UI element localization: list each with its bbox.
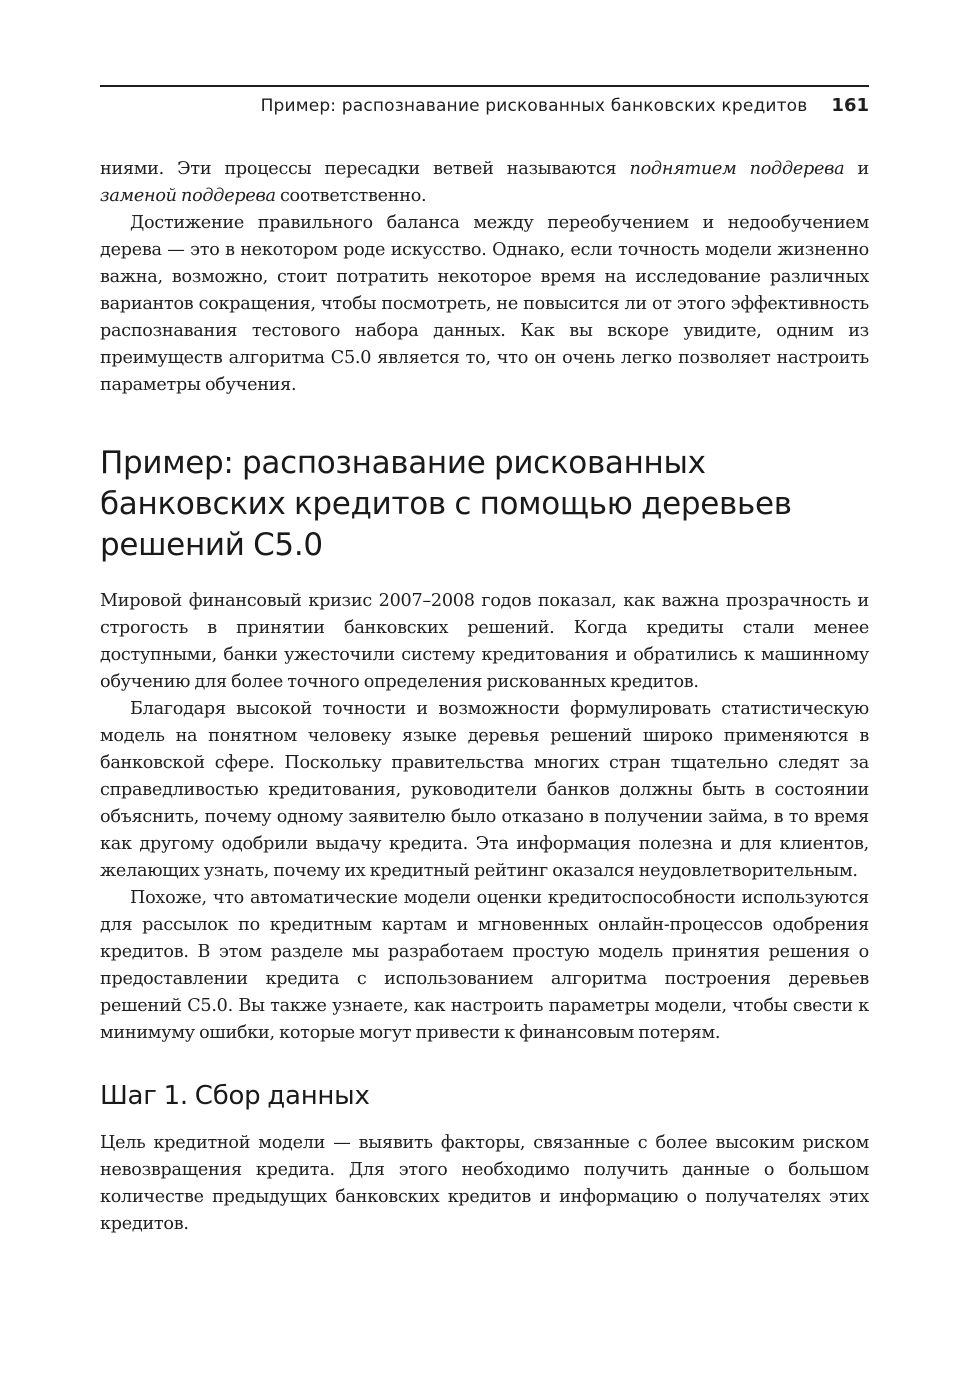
page-number: 161 [831, 95, 869, 116]
page-body [100, 156, 869, 1238]
section-paragraph-3: Похоже, что автоматические модели оценки кредитоспособности используются для рассылок по кредитным картам и мгновенных онлайн-процессов одобрения кредитов. В этом разделе мы разработаем простую модель принятия решения о предоставлении кредита с использованием алгоритма построения деревьев решений C5.0. Вы также узнаете, как настроить параметры модели, чтобы свести к минимуму ошибки, которые могут привести к финансовым потерям. [100, 888, 869, 1043]
term-subtree-raising: поднятием поддерева [629, 159, 845, 179]
running-title: Пример: распознавание рискованных банковских кредитов [260, 96, 808, 116]
step1-paragraph-1: Цель кредитной модели — выявить факторы, связанные с более высоким риском невозвращения кредита. Для этого необходимо получить данные о большом количестве предыдущих банковских кредитов и информацию о получателях этих кредитов. [100, 1133, 869, 1234]
section-paragraph-1: Мировой финансовый кризис 2007–2008 годов показал, как важна прозрачность и строгость в принятии банковских решений. Когда кредиты стали менее доступными, банки ужесточили систему кредитования и обратились к машинному обучению для более точного определения рискованных кредитов. [100, 591, 869, 692]
term-subtree-replacement: заменой поддерева [100, 186, 276, 206]
intro-paragraph-2: Достижение правильного баланса между переобучением и недообучением дерева — это в некотором роде искусство. Однако, если точность модели жизненно важна, возможно, стоит потратить некоторое время на исследование различных вариантов сокращения, чтобы посмотреть, не повысится ли от этого эффективность распознавания тестового набора данных. Как вы вскоре увидите, одним из преимуществ алгоритма C5.0 является то, что он очень легко позволяет настроить параметры обучения. [100, 213, 869, 395]
section-heading: Пример: распознавание рискованных банковских кредитов с помощью деревьев решений C5.0 [100, 445, 792, 563]
running-header [100, 85, 869, 116]
step1-heading: Шаг 1. Сбор данных [100, 1081, 370, 1111]
intro-p1-text: ниями. Эти процессы пересадки ветвей называются [100, 159, 630, 179]
intro-p1-tail: соответственно. [275, 186, 427, 206]
section-paragraph-2: Благодаря высокой точности и возможности формулировать статистическую модель на понятном человеку языке деревья решений широко применяются в банковской сфере. Поскольку правительства многих стран тщательно следят за справедливостью кредитования, руководители банков должны быть в состоянии объяснить, почему одному заявителю было отказано в получении займа, в то время как другому одобрили выдачу кредита. Эта информация полезна и для клиентов, желающих узнать, почему их кредитный рейтинг оказался неудовлетворительным. [100, 699, 869, 881]
intro-paragraph-1 [100, 156, 869, 210]
intro-p1-conj: и [844, 159, 869, 179]
